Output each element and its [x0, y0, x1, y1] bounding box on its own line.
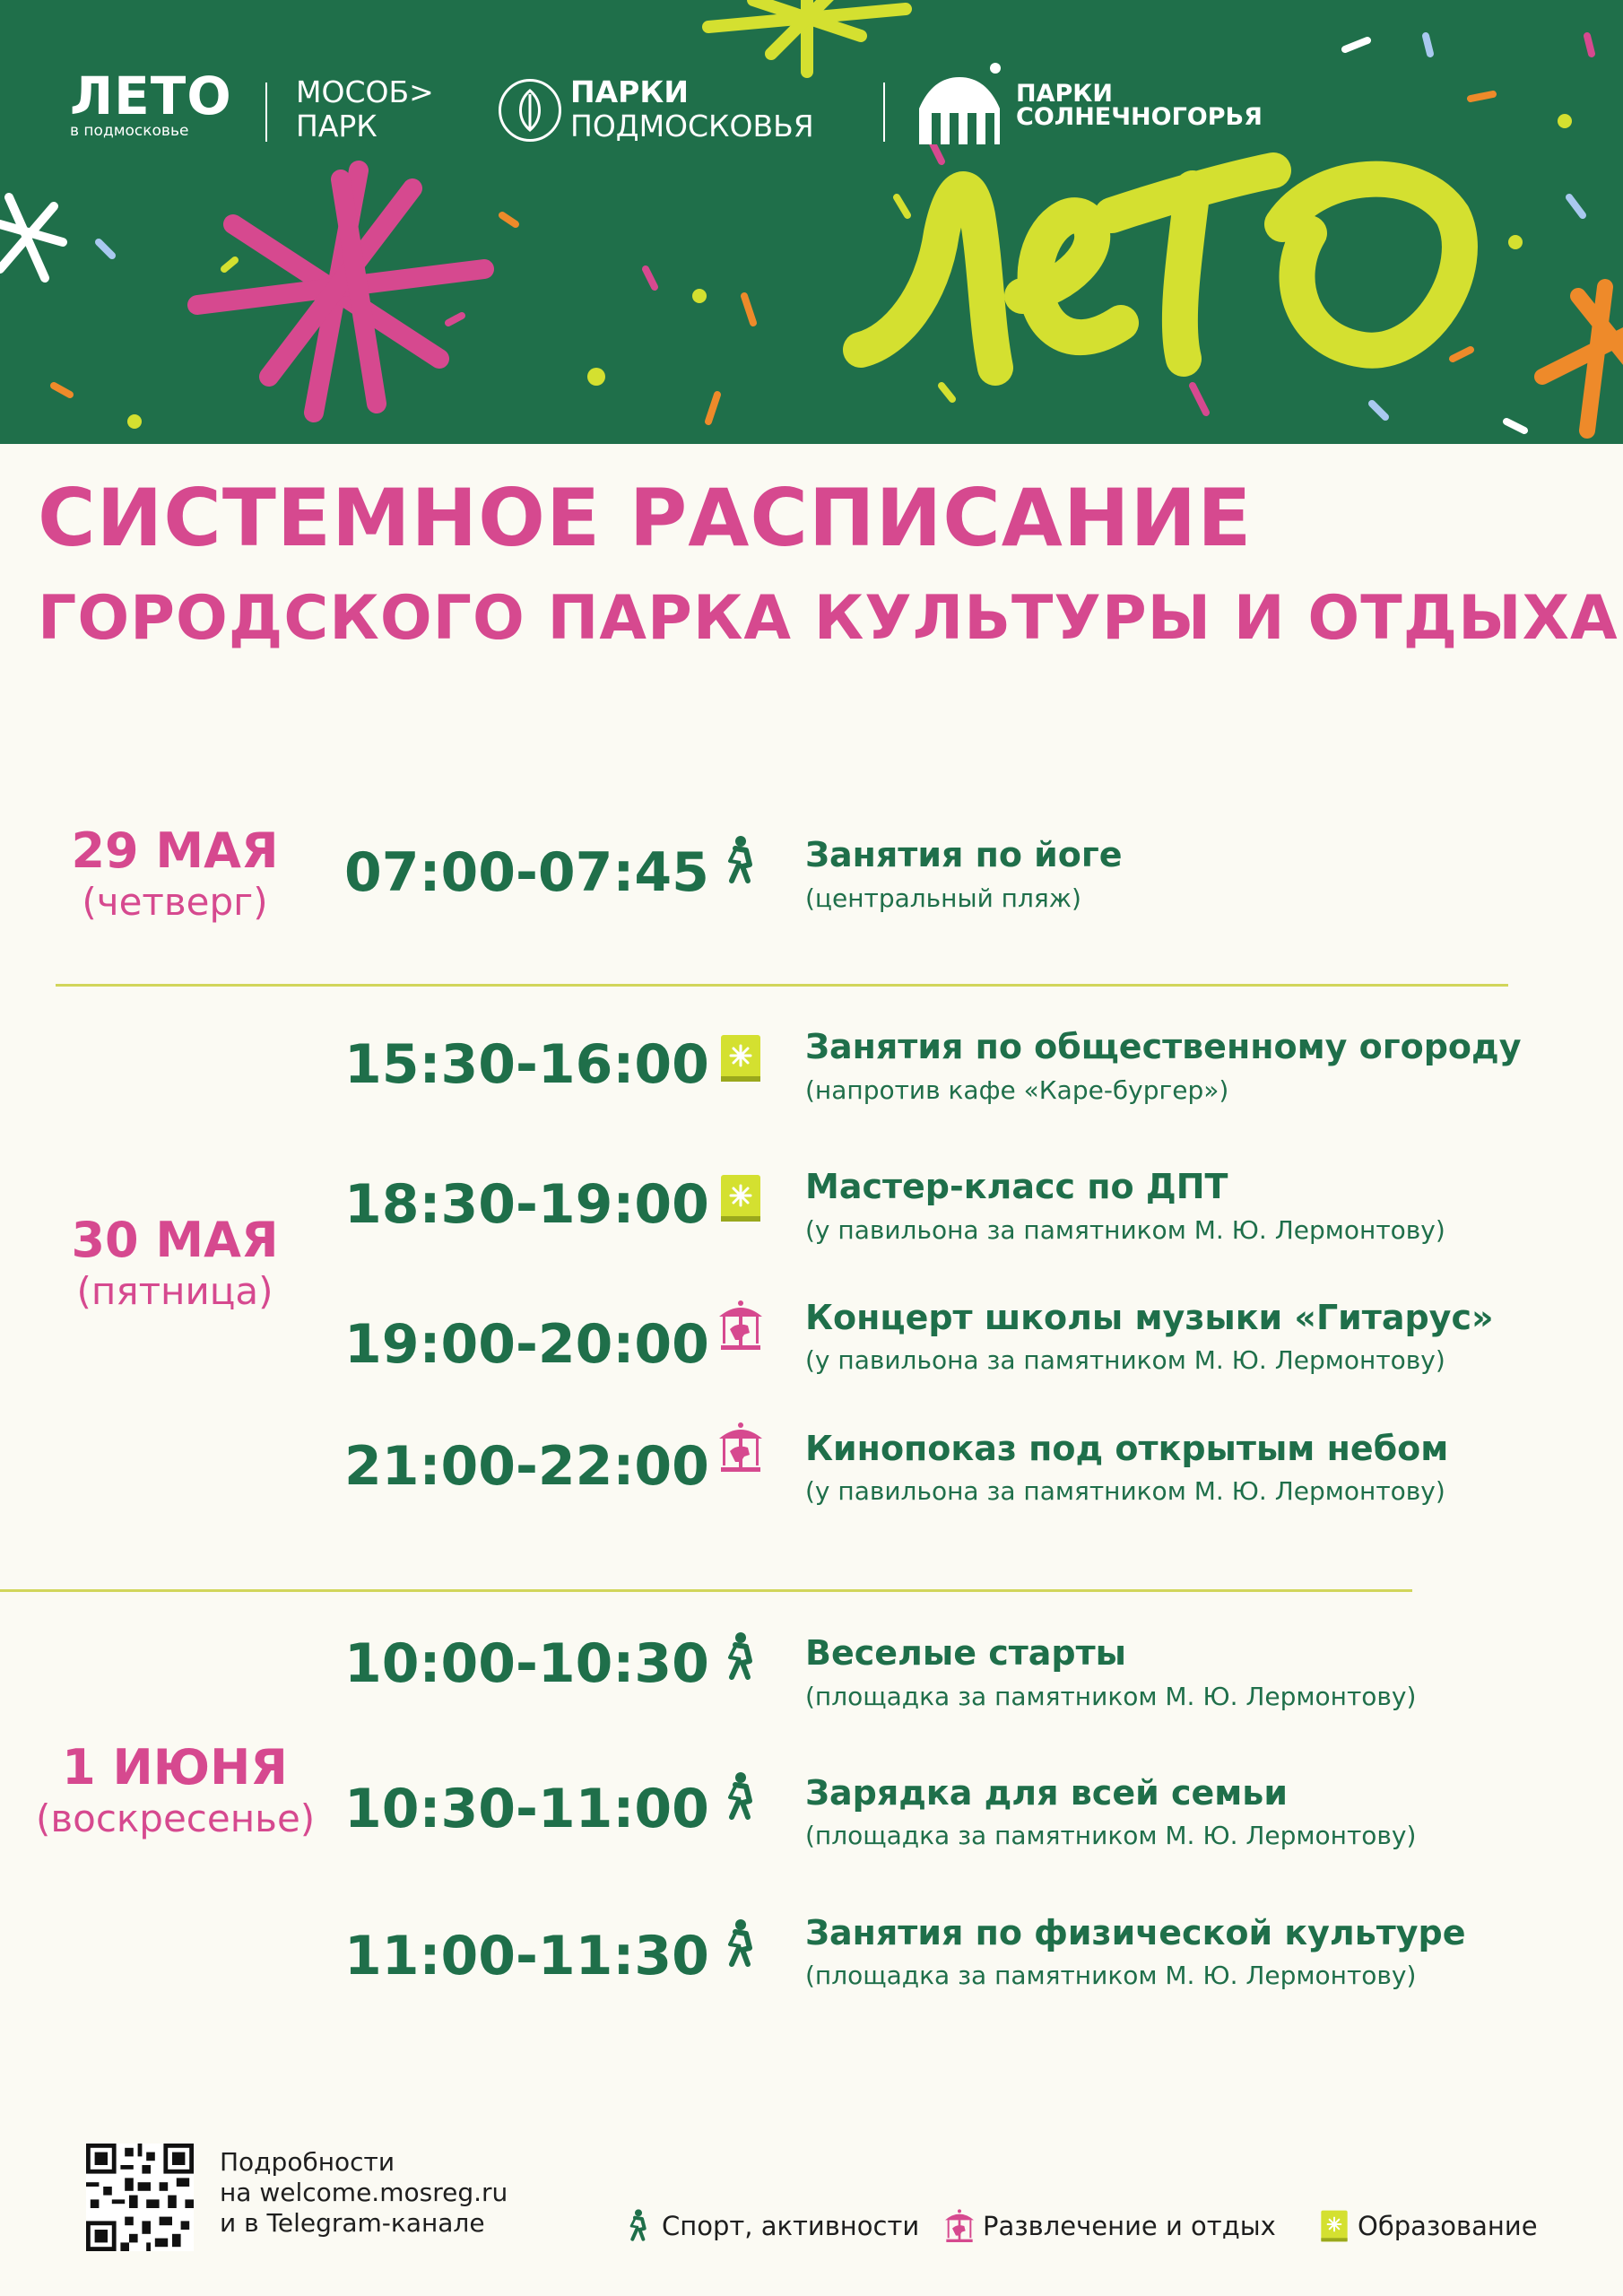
event-title: Занятия по йоге	[805, 835, 1123, 874]
event-time: 10:00-10:30	[344, 1632, 709, 1695]
page-subtitle: ГОРОДСКОГО ПАРКА КУЛЬТУРЫ И ОТДЫХА	[38, 583, 1619, 654]
education-icon	[1316, 2208, 1352, 2244]
day-weekday: (воскресенье)	[36, 1796, 316, 1840]
solnech-logo-line1: ПАРКИ	[1016, 80, 1113, 108]
sport-icon	[714, 1918, 768, 1971]
event-title: Зарядка для всей семьи	[805, 1773, 1288, 1813]
education-icon	[714, 1031, 768, 1085]
logo-separator	[883, 83, 885, 142]
event-place: (площадка за памятником М. Ю. Лермонтову)	[805, 1821, 1417, 1850]
pink-star-icon	[197, 170, 484, 413]
day-weekday: (пятница)	[76, 1269, 273, 1313]
mosobpark-logo-line1: МОСОБ>	[296, 74, 434, 109]
solnech-logo-line2: СОЛНЕЧНОГОРЬЯ	[1016, 103, 1263, 131]
section-divider	[56, 984, 1508, 987]
event-title: Занятия по физической культуре	[805, 1913, 1466, 1952]
event-title: Занятия по общественному огороду	[805, 1027, 1522, 1066]
day-date-block	[36, 823, 314, 926]
event-place: (у павильона за памятником М. Ю. Лермонтову)	[805, 1215, 1445, 1245]
event-place: (центральный пляж)	[805, 883, 1081, 913]
mosobpark-logo-line2: ПАРК	[296, 109, 378, 144]
event-place: (площадка за памятником М. Ю. Лермонтову)	[805, 1961, 1417, 1990]
leaf-icon	[499, 79, 561, 142]
footer-info-line2[interactable]: на welcome.mosreg.ru	[220, 2178, 508, 2207]
sport-icon	[714, 834, 768, 888]
lime-star-icon	[708, 0, 906, 72]
footer-info-line1: Подробности	[220, 2147, 395, 2177]
event-time: 19:00-20:00	[344, 1313, 709, 1376]
sport-icon	[714, 1770, 768, 1824]
leto-logo-text: ЛЕТО	[70, 65, 232, 126]
leto-logo-subtitle: в подмосковье	[70, 122, 189, 140]
legend-label: Спорт, активности	[662, 2211, 920, 2241]
event-time: 21:00-22:00	[344, 1435, 709, 1498]
carousel-icon	[714, 1421, 768, 1474]
day-weekday: (четверг)	[82, 880, 268, 924]
day-date: 29 МАЯ	[71, 822, 279, 879]
day-date: 1 ИЮНЯ	[62, 1739, 288, 1796]
day-date-block	[36, 1740, 314, 1842]
event-place: (напротив кафе «Каре-бургер»)	[805, 1075, 1229, 1105]
park-building-icon	[910, 59, 1009, 149]
event-time: 18:30-19:00	[344, 1173, 709, 1236]
event-title: Мастер-класс по ДПТ	[805, 1167, 1228, 1206]
header-banner	[0, 0, 1623, 444]
event-place: (у павильона за памятником М. Ю. Лермонтову)	[805, 1476, 1445, 1506]
footer-info	[220, 2147, 508, 2239]
sport-icon	[621, 2208, 656, 2244]
education-icon	[714, 1171, 768, 1225]
carousel-icon	[942, 2208, 977, 2244]
day-date: 30 МАЯ	[71, 1212, 279, 1268]
logo-separator	[265, 83, 267, 142]
page-title: СИСТЕМНОЕ РАСПИСАНИЕ	[38, 472, 1253, 564]
legend-label: Образование	[1358, 2211, 1538, 2241]
confetti-decoration	[0, 0, 1623, 444]
event-place: (площадка за памятником М. Ю. Лермонтову)	[805, 1682, 1417, 1711]
sport-icon	[714, 1631, 768, 1684]
orange-star-icon	[1542, 287, 1623, 430]
leto-logo	[70, 65, 232, 140]
mosobpark-logo	[296, 75, 434, 144]
white-star-icon	[0, 197, 63, 278]
event-place: (у павильона за памятником М. Ю. Лермонтову)	[805, 1345, 1445, 1375]
event-time: 15:30-16:00	[344, 1033, 709, 1096]
event-time: 07:00-07:45	[344, 841, 709, 904]
carousel-icon	[714, 1299, 768, 1352]
event-time: 10:30-11:00	[344, 1778, 709, 1840]
footer-info-line3: и в Telegram-канале	[220, 2208, 485, 2238]
day-date-block	[36, 1213, 314, 1315]
parki-logo-line2: ПОДМОСКОВЬЯ	[570, 109, 814, 144]
parki-logo-line1: ПАРКИ	[570, 74, 689, 109]
legend-label: Развлечение и отдых	[983, 2211, 1276, 2241]
leto-lettering	[861, 170, 1460, 368]
event-title: Концерт школы музыки «Гитарус»	[805, 1298, 1494, 1337]
event-title: Веселые старты	[805, 1633, 1127, 1673]
qr-code[interactable]	[86, 2144, 194, 2251]
event-time: 11:00-11:30	[344, 1925, 709, 1987]
section-divider	[0, 1589, 1412, 1592]
event-title: Кинопоказ под открытым небом	[805, 1429, 1449, 1468]
